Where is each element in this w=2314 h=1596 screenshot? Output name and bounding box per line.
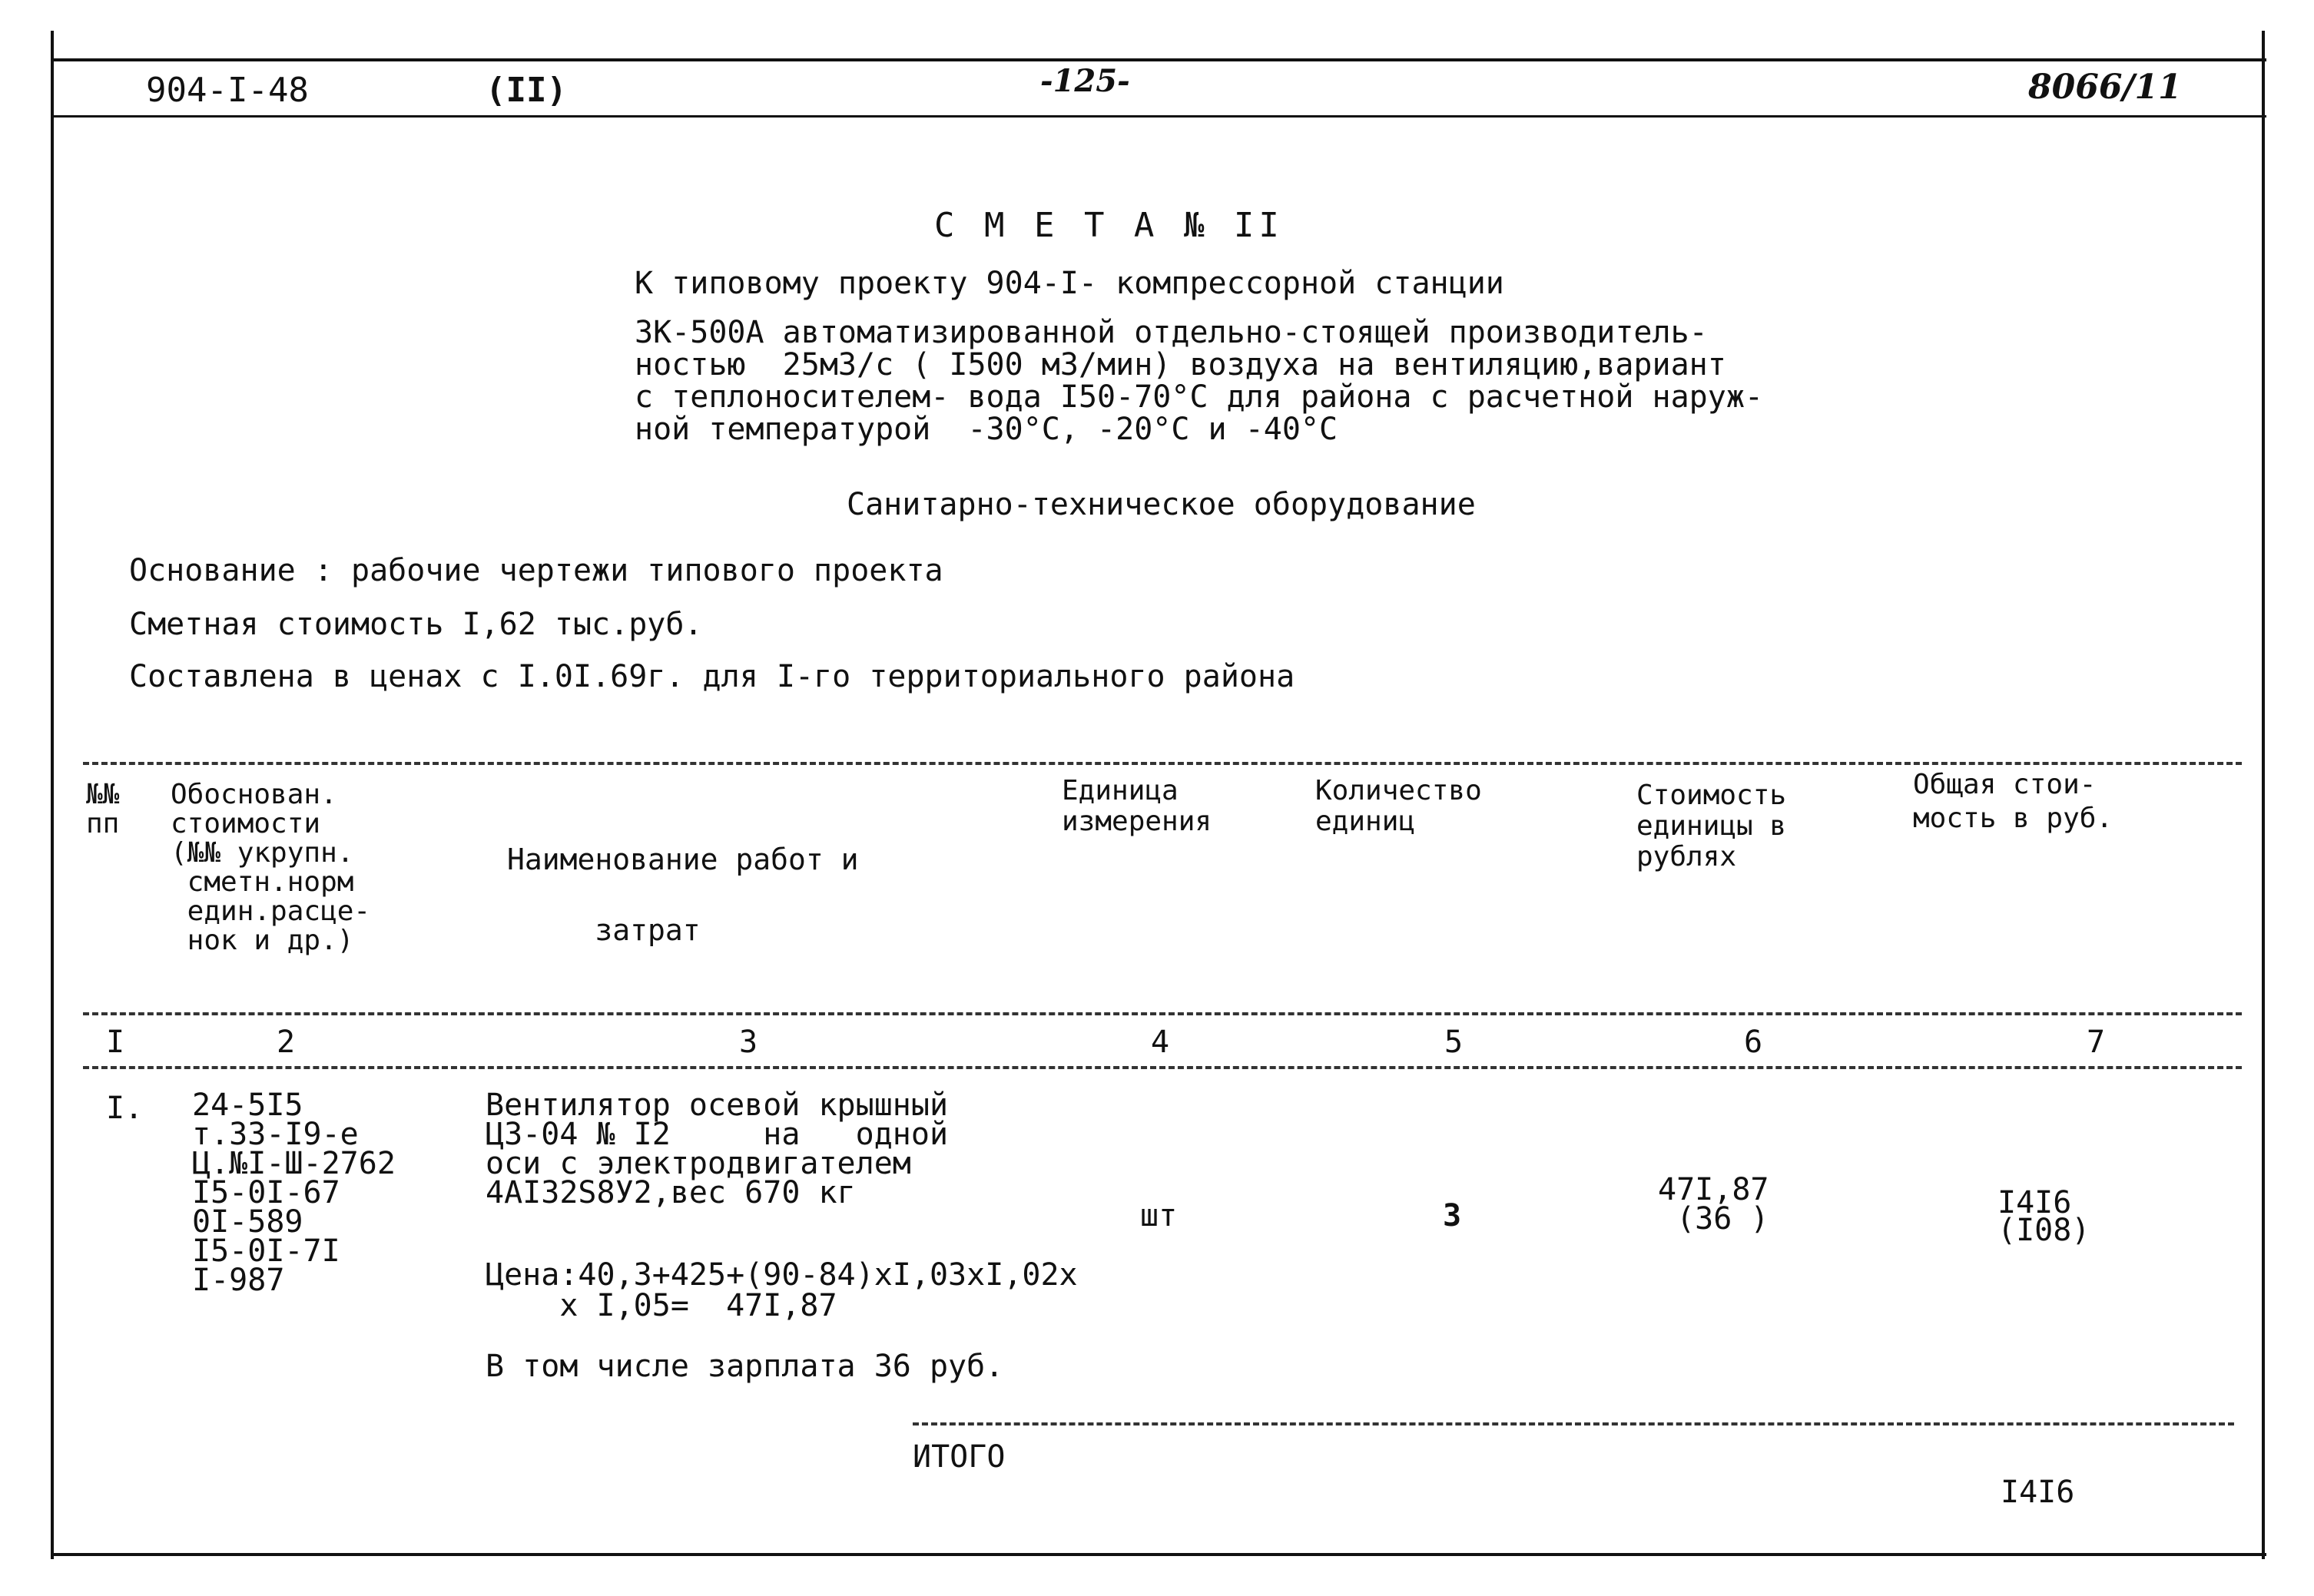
- table-header-dashed-line: [83, 1012, 2242, 1015]
- frame-right-border: [2262, 31, 2265, 1559]
- header-col-7: Общая стои- мость в руб.: [1913, 769, 2113, 834]
- total-value: I4I6: [2001, 1475, 2075, 1510]
- column-number-6: 6: [1744, 1025, 1763, 1060]
- project-code: 904-I-48: [146, 71, 309, 110]
- document-subtitle: Санитарно-техническое оборудование: [847, 487, 1476, 522]
- basis-line: Основание : рабочие чертежи типового проекта: [129, 553, 943, 588]
- table-total-dashed-line: [913, 1422, 2234, 1425]
- header-col-6: Стоимость единицы в рублях: [1636, 780, 1787, 873]
- column-number-3: 3: [739, 1025, 758, 1060]
- row-quantity: 3: [1443, 1198, 1462, 1233]
- row-basis: 24-5I5 т.33-I9-е Ц.№I-Ш-2762 I5-0I-67 0I-589 I5-0I-7I I-987: [192, 1088, 396, 1298]
- page-number: -125-: [1040, 63, 1130, 99]
- column-number-1: I: [106, 1025, 125, 1060]
- estimated-cost-line: Сметная стоимость I,62 тыс.руб.: [129, 607, 703, 642]
- frame-left-border: [51, 31, 54, 1559]
- row-price-formula: Цена:40,3+425+(90-84)хI,03хI,02х х I,05= 47I,87: [486, 1257, 1078, 1323]
- prices-line: Составлена в ценах с I.0I.69г. для I-го территориального района: [129, 659, 1295, 694]
- row-unit-cost: 47I,87 (36 ): [1658, 1172, 1769, 1237]
- row-number: I.: [106, 1091, 144, 1126]
- frame-bottom-border: [54, 1553, 2266, 1556]
- header-col-2: Обоснован. стоимости (№№ укрупн. смeтн.норм един.расце- нок и др.): [171, 779, 371, 956]
- section-number: (II): [486, 71, 567, 110]
- column-number-2: 2: [277, 1025, 296, 1060]
- column-number-7: 7: [2087, 1025, 2106, 1060]
- header-col-5: Количество единиц: [1315, 775, 1482, 837]
- title-description: 3К-500А автоматизированной отдельно-стоящей производитель- ностью 25м3/с ( I500 м3/мин) воздуха на вентиляцию,вариант с теплоносителем- вода I50-70°С для района с расчетной наруж- ной температурой -30°С, -20°С и -40°С: [635, 315, 1764, 447]
- table-numbers-dashed-line: [83, 1066, 2242, 1069]
- header-col-3: Наименование работ и затрат: [507, 843, 859, 947]
- header-col-1: №№ пп: [86, 779, 120, 839]
- frame-top-border: [51, 58, 2266, 61]
- row-item-name: Вентилятор осевой крышный Ц3-04 № I2 на одной оси с электродвигателем 4АI32S8У2,вес 670 кг: [486, 1088, 949, 1210]
- row-unit: шт: [1140, 1198, 1178, 1233]
- row-total-cost: I4I6 (I08): [1997, 1185, 2090, 1248]
- column-number-5: 5: [1444, 1025, 1464, 1060]
- archive-number: 8066/11: [2028, 68, 2182, 107]
- table-top-dashed-line: [83, 762, 2242, 765]
- row-salary-note: В том числе зарплата 36 руб.: [486, 1349, 1004, 1384]
- header-col-4: Единица измерения: [1062, 775, 1212, 837]
- title-line1: К типовому проекту 904-I- компрессорной станции: [635, 266, 1504, 301]
- column-number-4: 4: [1151, 1025, 1170, 1060]
- header-separator: [54, 115, 2266, 118]
- total-label: ИТОГО: [913, 1439, 1006, 1475]
- document-heading: С М Е Т А № II: [934, 206, 1284, 245]
